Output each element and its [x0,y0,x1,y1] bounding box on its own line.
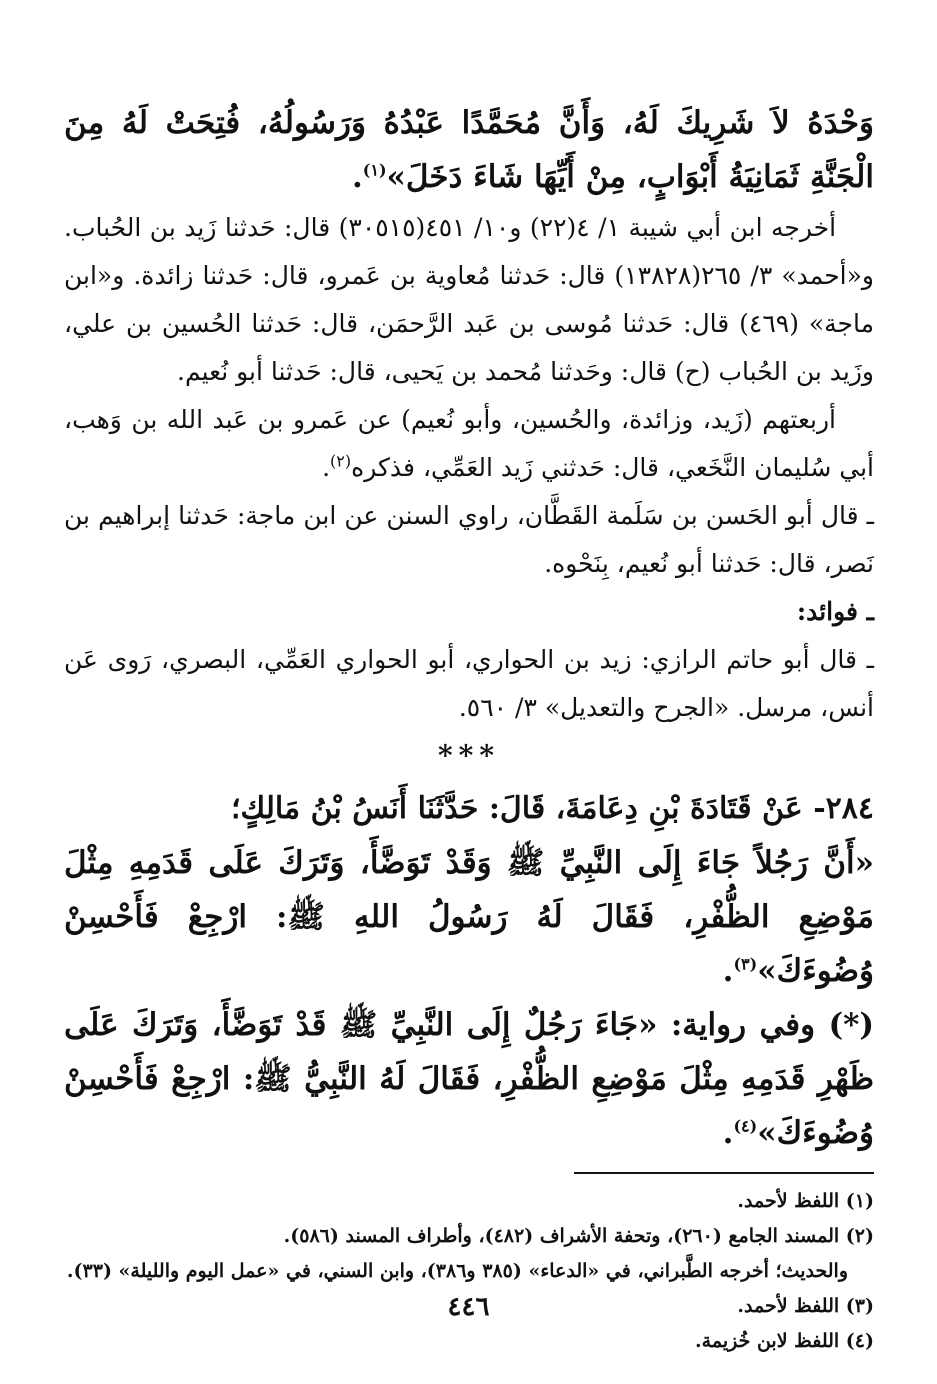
takhrij-paragraph-2-text: أربعتهم (زَيد، وزائدة، والحُسين، وأبو نُعيم) عن عَمرو بن عَبد الله بن وَهب، أبي سُليمان النَّخَعي، قال: حَدثني زَيد العَمِّي، فذكره [64,405,874,482]
qala-paragraph-2: ـ قال أبو حاتم الرازي: زيد بن الحواري، أبو الحواري العَمِّي، البصري، رَوى عَن أنس، مرسل. «الجرح والتعديل» ٣/ ٥٦٠. [64,645,874,722]
footnote-2-continuation: والحديث؛ أخرجه الطَّبراني، في «الدعاء» (٣٨٥ و٣٨٦)، وابن السني، في «عمل اليوم والليلة» (٣٣). [66,1260,848,1282]
footnote-ref-2: (٢) [330,451,352,471]
riwaya-paragraph [64,998,874,1160]
fawaid-heading: ـ فوائد: [796,597,874,626]
hadith-284-text [64,836,874,998]
hadith-ending-text: وَحْدَهُ لاَ شَرِيكَ لَهُ، وَأَنَّ مُحَمَّدًا عَبْدُهُ وَرَسُولُهُ، فُتِحَتْ لَهُ مِنَ الْجَنَّةِ ثَمَانِيَةُ أَبْوَابٍ، مِنْ أَيِّهَا شَاءَ دَخَلَ» [64,105,874,195]
full-stop: . [352,159,363,195]
footnote-ref-4: (٤) [733,1116,758,1136]
section-separator: *** [438,739,500,772]
footnote-2: (٢) المسند الجامع (٢٦٠)، وتحفة الأشراف (٤٨٢)، وأطراف المسند (٥٨٦). [283,1225,874,1247]
footnote-4: (٤) اللفظ لابن خُزيمة. [695,1330,874,1352]
footnote-ref-3: (٣) [733,954,758,974]
takhrij-paragraph-1: أخرجه ابن أبي شيبة ١/ ٤(٢٢) و١٠/ ٤٥١(٣٠٥١٥) قال: حَدثنا زَيد بن الحُباب. و«أحمد» ٣/ ٢٦٥(١٣٨٢٨) قال: حَدثنا مُعاوية بن عَمرو، قال: حَدثنا زائدة. و«ابن ماجة» (٤٦٩) قال: حَدثنا مُوسى بن عَبد الرَّحمَن، قال: حَدثنا الحُسين بن علي، وزَيد بن الحُباب (ح) قال: وحَدثنا مُحمد بن يَحيى، قال: حَدثنا أبو نُعيم. [64,213,874,386]
qala-paragraph-1: ـ قال أبو الحَسن بن سَلَمة القَطَّان، راوي السنن عن ابن ماجة: حَدثنا إبراهيم بن نَصر، قال: حَدثنا أبو نُعيم، بِنَحْوه. [64,501,874,578]
full-stop: . [322,453,331,482]
footnote-3: (٣) اللفظ لأحمد. [737,1295,874,1317]
footnote-1: (١) اللفظ لأحمد. [737,1190,874,1212]
full-stop: . [722,953,734,989]
riwaya-text: (*) وفي رواية: «جَاءَ رَجُلٌ إِلَى النَّبِيِّ ﷺ قَدْ تَوَضَّأَ، وَتَرَكَ عَلَى ظَهْرِ قَدَمِهِ مِثْلَ مَوْضِعِ الظُّفْرِ، فَقَالَ لَهُ النَّبِيُّ ﷺ: ارْجِعْ فَأَحْسِنْ وُضُوءَكَ» [64,1007,874,1151]
book-page [64,96,874,1359]
hadith-284-heading: ٢٨٤- عَنْ قَتَادَةَ بْنِ دِعَامَةَ، قَالَ: حَدَّثَنَا أَنَسُ بْنُ مَالِكٍ؛ [230,791,874,826]
footnotes-section [64,1184,874,1359]
footnote-ref-1: (١) [362,160,387,180]
full-stop: . [722,1115,734,1151]
footnote-divider [574,1172,874,1174]
page-number: ٤٤٦ [447,1292,490,1322]
hadith-ending-paragraph [64,96,874,204]
takhrij-paragraph-2 [64,396,874,492]
hadith-284-matn: «أَنَّ رَجُلاً جَاءَ إِلَى النَّبِيِّ ﷺ وَقَدْ تَوَضَّأَ، وَتَرَكَ عَلَى قَدَمِهِ مِثْلَ مَوْضِعِ الظُّفْرِ، فَقَالَ لَهُ رَسُولُ اللهِ ﷺ: ارْجِعْ فَأَحْسِنْ وُضُوءَكَ» [64,845,874,989]
